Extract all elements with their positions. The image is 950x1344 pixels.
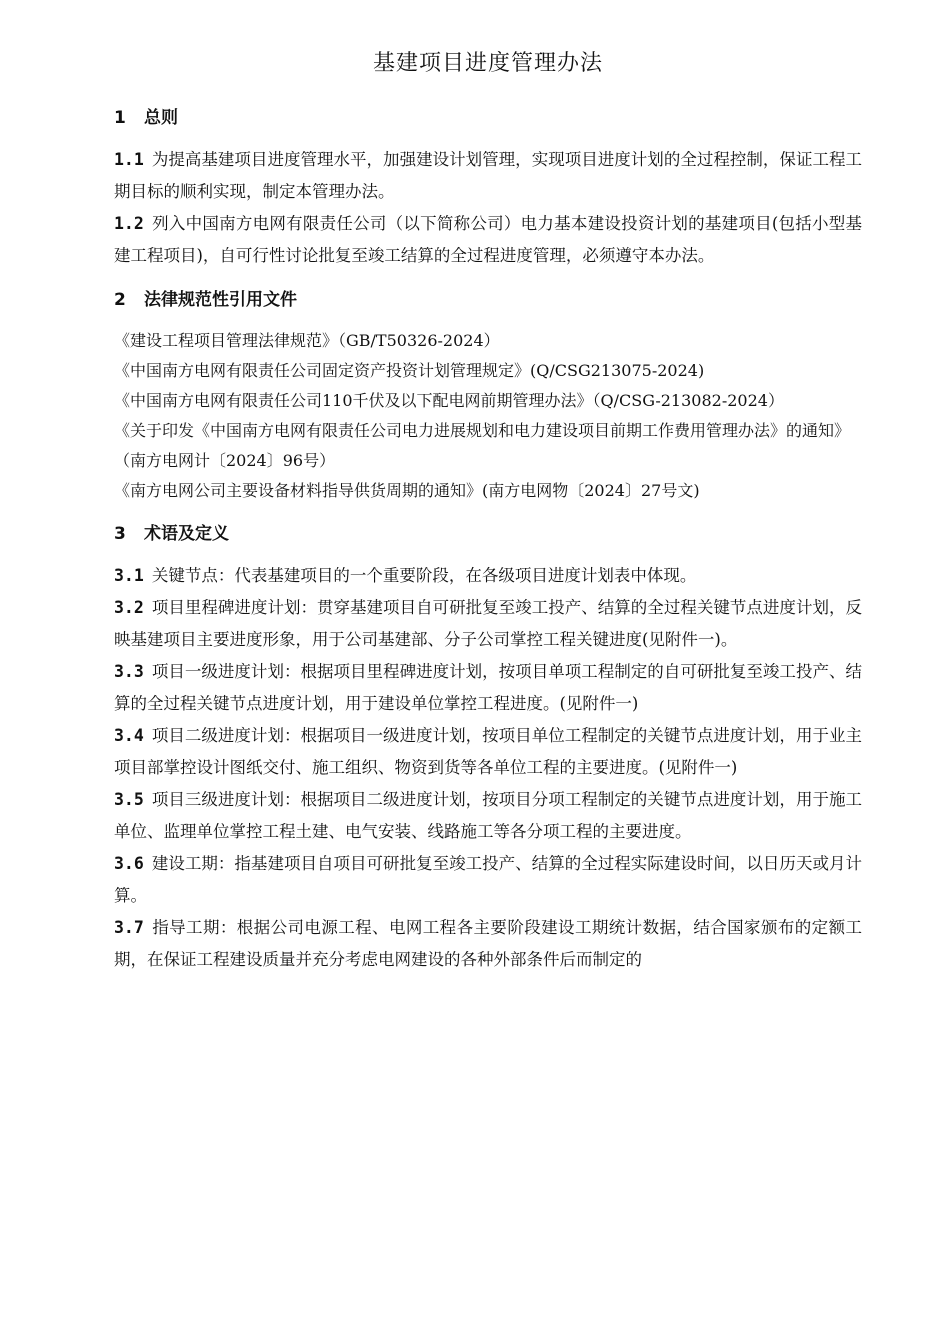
section-heading-2 (114, 284, 862, 316)
section-number: 3 (114, 524, 126, 544)
clause-text: 项目三级进度计划：根据项目二级进度计划，按项目分项工程制定的关键节点进度计划，用于施工单位、监理单位掌控工程土建、电气安装、线路施工等各分项工程的主要进度。 (114, 790, 862, 841)
clause-number: 3.5 (114, 790, 144, 809)
clause-text: 列入中国南方电网有限责任公司（以下简称公司）电力基本建设投资计划的基建项目(包括小型基建工程项目)，自可行性讨论批复至竣工结算的全过程进度管理，必须遵守本办法。 (114, 214, 862, 265)
clause-text: 项目里程碑进度计划：贯穿基建项目自可研批复至竣工投产、结算的全过程关键节点进度计划，反映基建项目主要进度形象，用于公司基建部、分子公司掌控工程关键进度(见附件一)。 (114, 598, 862, 649)
clause-text: 关键节点：代表基建项目的一个重要阶段，在各级项目进度计划表中体现。 (151, 566, 697, 585)
clause-number: 3.6 (114, 854, 144, 873)
clause-3-5 (114, 784, 862, 848)
section-title: 法律规范性引用文件 (144, 290, 297, 310)
document-page (114, 44, 862, 976)
section-heading-1 (114, 102, 862, 134)
clause-text: 为提高基建项目进度管理水平，加强建设计划管理，实现项目进度计划的全过程控制，保证工程工期目标的顺利实现，制定本管理办法。 (114, 150, 862, 201)
clause-number: 1.2 (114, 214, 144, 233)
section-title: 总则 (144, 108, 178, 128)
clause-3-4 (114, 720, 862, 784)
clause-number: 3.7 (114, 918, 144, 937)
clause-3-1 (114, 560, 862, 592)
section-number: 1 (114, 108, 126, 128)
clause-number: 1.1 (114, 150, 144, 169)
clause-number: 3.4 (114, 726, 144, 745)
clause-1-1 (114, 144, 862, 208)
reference-item: 《中国南方电网有限责任公司110千伏及以下配电网前期管理办法》（Q/CSG-213082-2024） (114, 391, 784, 410)
document-title: 基建项目进度管理办法 (372, 51, 603, 76)
reference-item: 《南方电网公司主要设备材料指导供货周期的通知》(南方电网物〔2024〕27号文) (114, 481, 700, 500)
clause-3-6 (114, 848, 862, 912)
clause-text: 项目一级进度计划：根据项目里程碑进度计划，按项目单项工程制定的自可研批复至竣工投产、结算的全过程关键节点进度计划，用于建设单位掌控工程进度。(见附件一) (114, 662, 862, 713)
clause-3-2 (114, 592, 862, 656)
section-number: 2 (114, 290, 126, 310)
clause-number: 3.1 (114, 566, 144, 585)
clause-number: 3.2 (114, 598, 144, 617)
reference-list (114, 326, 862, 506)
reference-item: 《关于印发《中国南方电网有限责任公司电力进展规划和电力建设项目前期工作费用管理办法》的通知》（南方电网计〔2024〕96号） (114, 421, 851, 470)
clause-text: 建设工期：指基建项目自项目可研批复至竣工投产、结算的全过程实际建设时间，以日历天或月计算。 (114, 854, 862, 905)
clause-text: 指导工期：根据公司电源工程、电网工程各主要阶段建设工期统计数据，结合国家颁布的定额工期，在保证工程建设质量并充分考虑电网建设的各种外部条件后而制定的 (114, 918, 862, 969)
clause-number: 3.3 (114, 662, 144, 681)
clause-text: 项目二级进度计划：根据项目一级进度计划，按项目单位工程制定的关键节点进度计划，用于业主项目部掌控设计图纸交付、施工组织、物资到货等各单位工程的主要进度。(见附件一) (114, 726, 862, 777)
clause-1-2 (114, 208, 862, 272)
section-heading-3 (114, 518, 862, 550)
section-title: 术语及定义 (144, 524, 229, 544)
reference-item: 《建设工程项目管理法律规范》（GB/T50326-2024） (114, 331, 500, 350)
clause-3-3 (114, 656, 862, 720)
reference-item: 《中国南方电网有限责任公司固定资产投资计划管理规定》(Q/CSG213075-2024) (114, 361, 705, 380)
clause-3-7 (114, 912, 862, 976)
